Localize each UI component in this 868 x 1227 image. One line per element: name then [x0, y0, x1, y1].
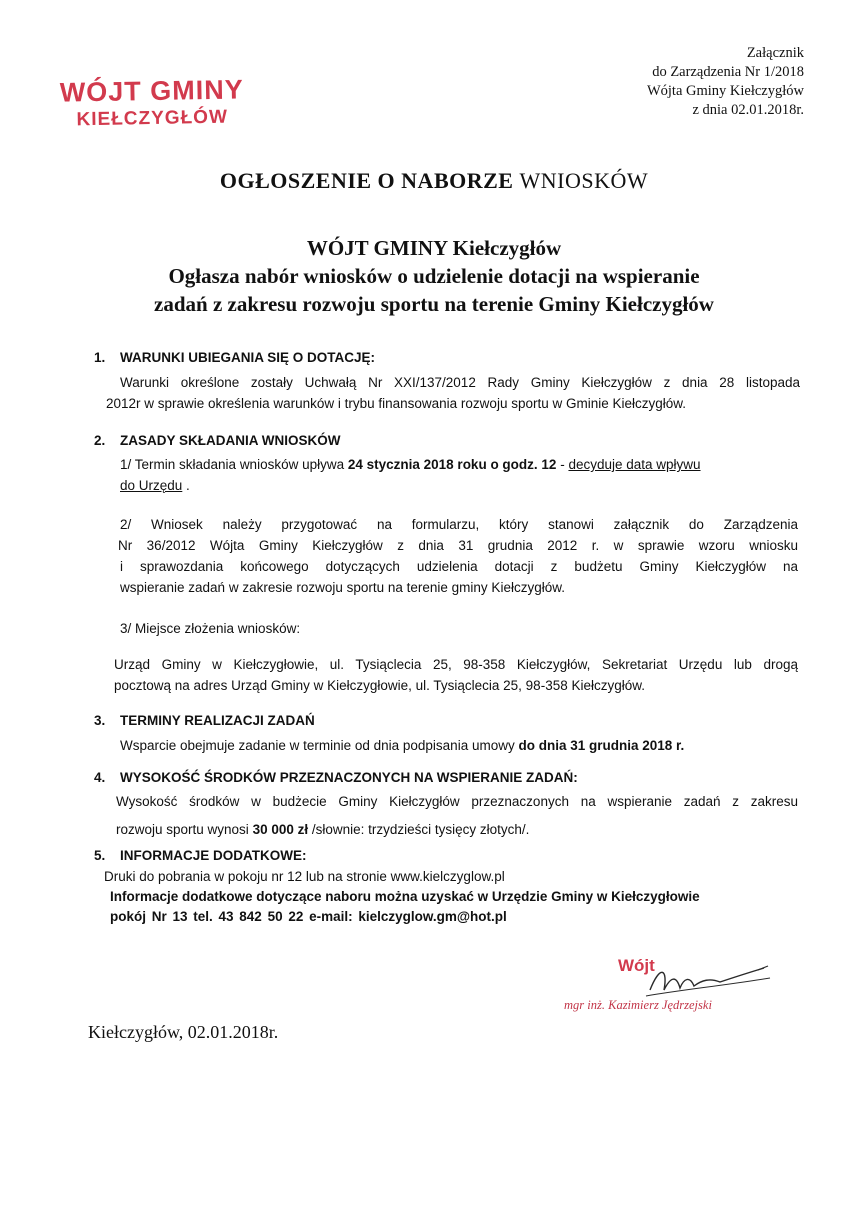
section-3-body	[120, 735, 684, 756]
deadline-dash: -	[556, 457, 569, 472]
section-1-line: 2012r w sprawie określenia warunków i trybu finansowania rozwoju sportu w Gminie Kiełczygłów.	[106, 396, 687, 411]
funds-text: rozwoju sportu wynosi	[116, 822, 253, 837]
section-2-line: wspieranie zadań w zakresie rozwoju sportu na terenie gminy Kiełczygłów.	[120, 580, 565, 595]
section-title: WYSOKOŚĆ ŚRODKÓW PRZEZNACZONYCH NA WSPIERANIE ZADAŃ:	[120, 770, 578, 785]
stamp-line-1: WÓJT GMINY	[59, 74, 245, 108]
section-4-title	[94, 770, 578, 785]
deadline-end: .	[182, 478, 190, 493]
section-2-point-1	[120, 454, 800, 475]
document-title	[0, 168, 868, 194]
section-1-body	[106, 372, 800, 414]
stamp-line-2: KIEŁCZYGŁÓW	[76, 106, 229, 131]
section-2-line: i sprawozdania końcowego dotyczących udzielenia dotacji z budżetu Gminy Kiełczygłów na	[120, 559, 798, 574]
section-title: INFORMACJE DODATKOWE:	[120, 848, 307, 863]
section-number: 1.	[94, 350, 106, 365]
section-4-line-2	[116, 819, 529, 840]
section-number: 3.	[94, 713, 106, 728]
annex-line: z dnia 02.01.2018r.	[692, 102, 804, 118]
section-2-point-2	[120, 514, 798, 598]
place-date: Kiełczygłów, 02.01.2018r.	[88, 1022, 279, 1042]
address-line: pocztową na adres Urząd Gminy w Kiełczygłowie, ul. Tysiąclecia 25, 98-358 Kiełczygłów.	[114, 678, 645, 693]
period-text: Wsparcie obejmuje zadanie w terminie od dnia podpisania umowy	[120, 738, 519, 753]
announcement-heading	[0, 234, 868, 318]
section-2-address	[114, 654, 798, 696]
section-5-title	[94, 848, 307, 863]
section-3-title	[94, 713, 315, 728]
funds-amount: 30 000 zł	[252, 822, 309, 837]
section-2-line: 2/ Wniosek należy przygotować na formularzu, który stanowi załącznik do Zarządzenia	[120, 517, 798, 532]
title-light: WNIOSKÓW	[519, 168, 649, 193]
section-2-line: Nr 36/2012 Wójta Gminy Kiełczygłów z dnia 31 grudnia 2012 r. w sprawie wzoru wniosku	[118, 538, 798, 553]
section-title: TERMINY REALIZACJI ZADAŃ	[120, 713, 315, 728]
section-title: WARUNKI UBIEGANIA SIĘ O DOTACJĘ:	[120, 350, 376, 365]
section-4-line-1: Wysokość środków w budżecie Gminy Kiełczygłów przeznaczonych na wspieranie zadań z zakresu	[116, 794, 798, 809]
annex-line: Wójta Gminy Kiełczygłów	[646, 83, 804, 99]
annex-line: Załącznik	[746, 45, 804, 61]
section-title: ZASADY SKŁADANIA WNIOSKÓW	[120, 433, 341, 448]
section-2-point-3: 3/ Miejsce złożenia wniosków:	[120, 621, 301, 636]
section-1-title	[94, 350, 375, 365]
deadline-note-cont: do Urzędu	[120, 478, 183, 493]
deadline-text: 1/ Termin składania wniosków upływa	[120, 457, 348, 472]
heading-line: WÓJT GMINY Kiełczygłów	[306, 236, 562, 260]
signatory-name: mgr inż. Kazimierz Jędrzejski	[564, 998, 712, 1012]
title-bold: OGŁOSZENIE O NABORZE	[219, 168, 514, 193]
period-end-date: do dnia 31 grudnia 2018 r.	[518, 738, 685, 753]
section-5-line-2: Informacje dodatkowe dotyczące naboru można uzyskać w Urzędzie Gminy w Kiełczygłowie	[110, 889, 700, 904]
deadline-note: decyduje data wpływu	[568, 457, 701, 472]
section-1-line: Warunki określone zostały Uchwałą Nr XXI/137/2012 Rady Gminy Kiełczygłów z dnia 28 listopada	[120, 375, 800, 390]
official-stamp	[60, 74, 245, 133]
section-5-line-1: Druki do pobrania w pokoju nr 12 lub na stronie www.kielczyglow.pl	[104, 869, 505, 884]
heading-line: Ogłasza nabór wniosków o udzielenie dotacji na wspieranie	[168, 264, 700, 288]
section-5-line-3: pokój Nr 13 tel. 43 842 50 22 e-mail: kielczyglow.gm@hot.pl	[110, 909, 507, 924]
address-line: Urząd Gminy w Kiełczygłowie, ul. Tysiąclecia 25, 98-358 Kiełczygłów, Sekretariat Urzędu lub drogą	[114, 657, 798, 672]
annex-note	[647, 44, 804, 120]
section-number: 5.	[94, 848, 106, 863]
funds-words: /słownie: trzydzieści tysięcy złotych/.	[308, 822, 530, 837]
section-2-title	[94, 433, 341, 448]
heading-line: zadań z zakresu rozwoju sportu na terenie Gminy Kiełczygłów	[154, 292, 714, 316]
annex-line: do Zarządzenia Nr 1/2018	[652, 64, 804, 80]
section-number: 2.	[94, 433, 106, 448]
signature-role: Wójt	[618, 956, 655, 975]
deadline-date: 24 stycznia 2018 roku o godz. 12	[347, 457, 557, 472]
section-2-point-1-cont	[120, 475, 190, 496]
section-number: 4.	[94, 770, 106, 785]
